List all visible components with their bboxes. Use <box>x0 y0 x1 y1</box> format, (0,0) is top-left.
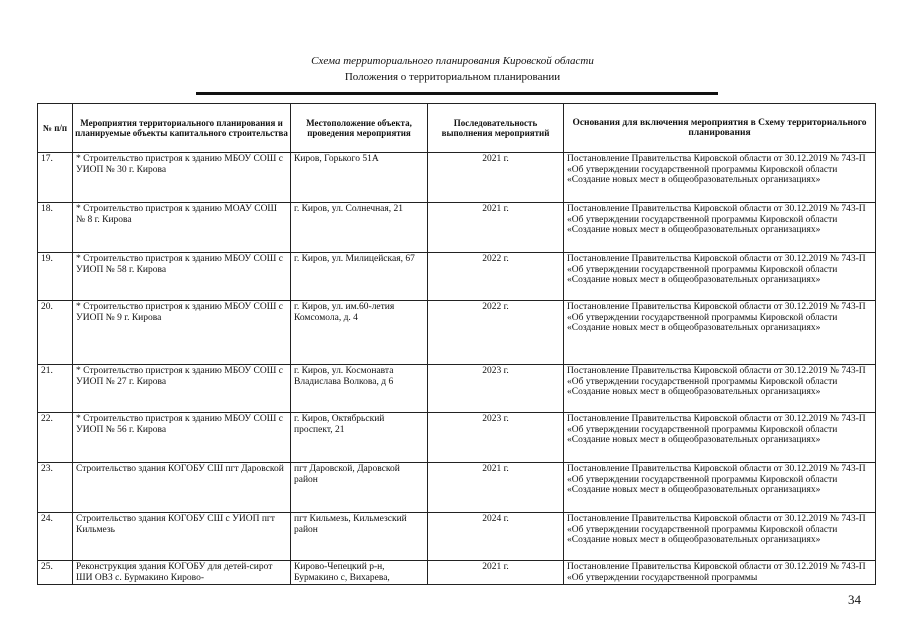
row-location: г. Киров, ул. Милицейская, 67 <box>291 253 428 301</box>
row-basis: Постановление Правительства Кировской области от 30.12.2019 № 743-П «Об утверждении государственной программы Кировской области «Создание новых мест в общеобразовательных организациях» <box>564 153 876 203</box>
row-location: пгт Даровской, Даровской район <box>291 463 428 513</box>
header-subtitle: Положения о территориальном планировании <box>344 71 561 83</box>
row-year: 2022 г. <box>428 301 564 365</box>
row-basis: Постановление Правительства Кировской области от 30.12.2019 № 743-П «Об утверждении государственной программы Кировской области «Создание новых мест в общеобразовательных организациях» <box>564 365 876 413</box>
row-activity: * Строительство пристроя к зданию МБОУ СОШ с УИОП № 56 г. Кирова <box>73 413 291 463</box>
table-row <box>38 561 876 585</box>
row-number: 19. <box>38 253 73 301</box>
row-year: 2021 г. <box>428 561 564 585</box>
row-number: 20. <box>38 301 73 365</box>
header-rule <box>196 92 718 95</box>
row-year: 2023 г. <box>428 413 564 463</box>
row-activity: * Строительство пристроя к зданию МБОУ СОШ с УИОП № 27 г. Кирова <box>73 365 291 413</box>
row-number: 24. <box>38 513 73 561</box>
row-location: г. Киров, ул. Солнечная, 21 <box>291 203 428 253</box>
page-number: 34 <box>848 592 861 607</box>
row-basis: Постановление Правительства Кировской области от 30.12.2019 № 743-П «Об утверждении государственной программы Кировской области «Создание новых мест в общеобразовательных организациях» <box>564 463 876 513</box>
row-activity: * Строительство пристроя к зданию МБОУ СОШ с УИОП № 9 г. Кирова <box>73 301 291 365</box>
table-row <box>38 203 876 253</box>
row-year: 2023 г. <box>428 365 564 413</box>
row-activity: Строительство здания КОГОБУ СШ с УИОП пгт Кильмезь <box>73 513 291 561</box>
table-row <box>38 413 876 463</box>
row-number: 18. <box>38 203 73 253</box>
row-year: 2021 г. <box>428 203 564 253</box>
row-activity: Строительство здания КОГОБУ СШ пгт Даровской <box>73 463 291 513</box>
table-row <box>38 253 876 301</box>
table-row <box>38 153 876 203</box>
row-basis: Постановление Правительства Кировской области от 30.12.2019 № 743-П «Об утверждении государственной программы Кировской области «Создание новых мест в общеобразовательных организациях» <box>564 513 876 561</box>
row-number: 22. <box>38 413 73 463</box>
row-activity: * Строительство пристроя к зданию МБОУ СОШ с УИОП № 30 г. Кирова <box>73 153 291 203</box>
col-header-location: Местоположение объекта, проведения мероприятия <box>291 104 428 153</box>
row-location: г. Киров, Октябрьский проспект, 21 <box>291 413 428 463</box>
row-basis: Постановление Правительства Кировской области от 30.12.2019 № 743-П «Об утверждении государственной программы <box>564 561 876 585</box>
row-basis: Постановление Правительства Кировской области от 30.12.2019 № 743-П «Об утверждении государственной программы Кировской области «Создание новых мест в общеобразовательных организациях» <box>564 203 876 253</box>
row-location: пгт Кильмезь, Кильмезский район <box>291 513 428 561</box>
row-location: г. Киров, ул. им.60-летия Комсомола, д. 4 <box>291 301 428 365</box>
table-header-row <box>38 104 876 153</box>
row-number: 21. <box>38 365 73 413</box>
row-number: 17. <box>38 153 73 203</box>
row-basis: Постановление Правительства Кировской области от 30.12.2019 № 743-П «Об утверждении государственной программы Кировской области «Создание новых мест в общеобразовательных организациях» <box>564 253 876 301</box>
table-row <box>38 463 876 513</box>
table-row <box>38 301 876 365</box>
row-year: 2022 г. <box>428 253 564 301</box>
row-location: Киров, Горького 51А <box>291 153 428 203</box>
col-header-basis: Основания для включения мероприятия в Схему территориального планирования <box>564 104 876 153</box>
row-basis: Постановление Правительства Кировской области от 30.12.2019 № 743-П «Об утверждении государственной программы Кировской области «Создание новых мест в общеобразовательных организациях» <box>564 413 876 463</box>
col-header-activity: Мероприятия территориального планирования и планируемые объекты капитального строительства <box>73 104 291 153</box>
row-year: 2021 г. <box>428 153 564 203</box>
row-activity: Реконструкция здания КОГОБУ для детей-сирот ШИ ОВЗ с. Бурмакино Кирово- <box>73 561 291 585</box>
row-year: 2021 г. <box>428 463 564 513</box>
col-header-number: № п/п <box>38 104 73 153</box>
row-activity: * Строительство пристроя к зданию МОАУ СОШ № 8 г. Кирова <box>73 203 291 253</box>
row-number: 23. <box>38 463 73 513</box>
col-header-sequence: Последовательность выполнения мероприятий <box>428 104 564 153</box>
table-row <box>38 513 876 561</box>
row-location: Кирово-Чепецкий р-н, Бурмакино с, Вихарева, <box>291 561 428 585</box>
row-activity: * Строительство пристроя к зданию МБОУ СОШ с УИОП № 58 г. Кирова <box>73 253 291 301</box>
row-basis: Постановление Правительства Кировской области от 30.12.2019 № 743-П «Об утверждении государственной программы Кировской области «Создание новых мест в общеобразовательных организациях» <box>564 301 876 365</box>
row-number: 25. <box>38 561 73 585</box>
row-location: г. Киров, ул. Космонавта Владислава Волкова, д 6 <box>291 365 428 413</box>
row-year: 2024 г. <box>428 513 564 561</box>
header-title: Схема территориального планирования Кировской области <box>311 55 594 67</box>
table-row <box>38 365 876 413</box>
territorial-planning-table <box>37 103 876 585</box>
